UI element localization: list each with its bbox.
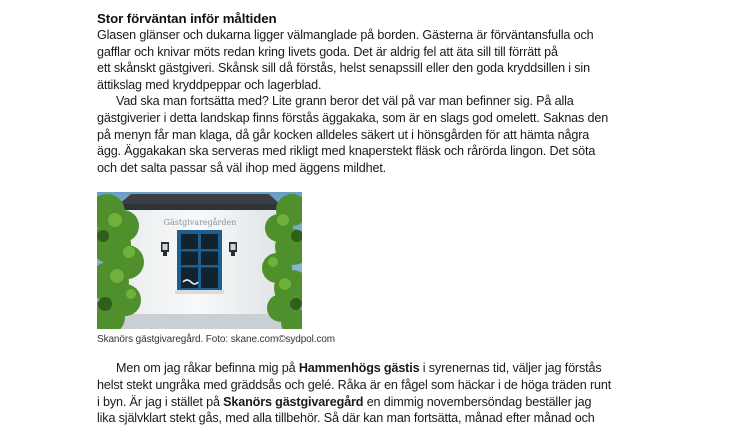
text-line: gästgiverier i detta landskap finns förstås äggakaka, som är en slags god omelett. Saknas den xyxy=(97,110,609,125)
text-line: ättikslag med kryddpeppar och lagerblad. xyxy=(97,77,322,92)
text-line: ett skånskt gästgiveri. Skånsk sill då förstås, helst senapssill eller den goda kryddsillen i sin xyxy=(97,61,590,76)
text-line: på menyn får man klaga, då går kocken alldeles säkert ut i hönsgården för att hämta några xyxy=(97,127,590,142)
text-run: i syrenernas tid, väljer jag förstås xyxy=(419,361,602,376)
text-run: i byn. Är jag i stället på xyxy=(97,394,224,409)
text-run: Men om jag råkar befinna mig på xyxy=(116,361,299,376)
paragraph-2 xyxy=(97,93,617,176)
text-line xyxy=(97,394,617,411)
sign-text: Gästgivaregården xyxy=(163,218,237,228)
article xyxy=(97,10,617,427)
text-line xyxy=(97,360,617,377)
text-line: gafflar och knivar möts redan kring livets goda. Det är aldrig fel att äta sill till förrätt på xyxy=(97,44,558,59)
text-line: Vad ska man fortsätta med? Lite grann beror det väl på var man befinner sig. På alla xyxy=(116,94,574,109)
restaurant-name: Skanörs gästgivaregård xyxy=(223,394,364,409)
photo-caption: Skanörs gästgivaregård. Foto: skane.com©sydpol.com xyxy=(97,334,336,346)
text-line: och det salta passar så väl ihop med äggens mildhet. xyxy=(97,160,387,175)
text-line: ägg. Äggakakan ska serveras med rikligt med knaperstekt fläsk och rårörda lingon. Det söta xyxy=(97,144,596,159)
text-run: en dimmig novembersöndag beställer jag xyxy=(363,394,592,409)
paragraph-1 xyxy=(97,27,617,93)
text-line: Glasen glänser och dukarna ligger välmanglade på borden. Gästerna är förväntansfulla och xyxy=(97,28,594,42)
article-heading: Stor förväntan inför måltiden xyxy=(97,11,277,26)
restaurant-name: Hammenhögs gästis xyxy=(298,361,420,376)
paragraph-3 xyxy=(97,360,617,426)
photo-illustration xyxy=(97,192,302,329)
photo-gastgivaregard xyxy=(97,192,302,329)
text-line: helst stekt ungråka med gräddsås och gelé. Råka är en fågel som häckar i de höga träden runt xyxy=(97,377,612,392)
text-line: lika självklart stekt gås, med alla tillbehör. Så där kan man fortsätta, månad efter månad och xyxy=(97,411,595,426)
